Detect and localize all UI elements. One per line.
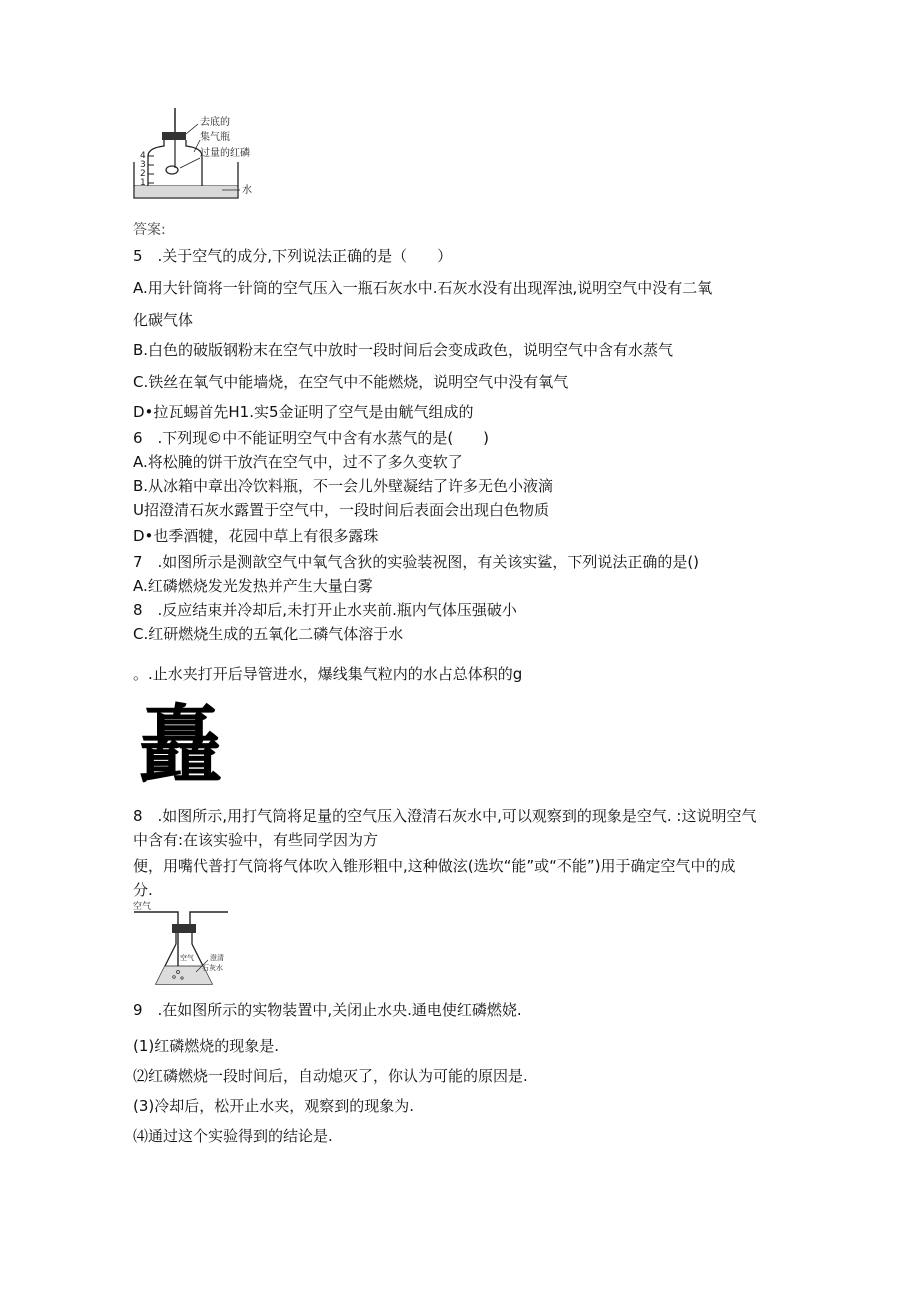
q7-option-d: 。.止水夹打开后导管进水，爆线集气粒内的水占总体积的g [133, 665, 523, 683]
figure-bell-jar-apparatus [132, 106, 262, 210]
q5-option-b: B.白色的破版钢粉末在空气中放时一段时间后会变成政色，说明空气中含有水蒸气 [133, 341, 674, 359]
q6-option-b: B.从冰箱中章出冷饮料瓶，不一会儿外壁凝结了许多无色小液滴 [133, 477, 554, 495]
q5-stem: 5 .关于空气的成分,下列说法正确的是（ ） [133, 247, 453, 265]
figure2-label-limewater: 石灰水 [202, 964, 223, 972]
figure-limewater-flask [132, 900, 244, 992]
figure2-label-air-inlet: 空气 [133, 902, 152, 912]
q9-part2: ⑵红磷燃烧一段时间后，自动熄灭了，你认为可能的原因是. [133, 1067, 528, 1085]
figure1-scale-2: 2 [140, 169, 146, 179]
figure1-label-red-phosphorus: 过量的红磷 [200, 148, 250, 159]
q5-option-a-line1: A.用大针筒将一针筒的空气压入一瓶石灰水中.石灰水没有出现浑浊,说明空气中没有二氧 [133, 279, 713, 297]
q9-stem: 9 .在如图所示的实物装置中,关闭止水央.通电使红磷燃娆. [133, 1001, 522, 1019]
q9-part3: (3)冷却后，松开止水夹，观察到的现象为. [133, 1097, 415, 1115]
figure1-label-bottomless: 去底的 [200, 117, 230, 128]
figure1-scale-1: 1 [140, 178, 146, 188]
q9-part1: (1)红磷燃烧的现象是. [133, 1037, 280, 1055]
q7-stem: 7 .如图所示是测歆空气中氧气含狄的实验装祝图，有关该实鲨，下列说法正确的是() [133, 553, 700, 571]
q6-option-a: A.将松腌的饼干放汽在空气中，过不了多久变软了 [133, 453, 463, 471]
figure1-label-gas-jar: 集气瓶 [200, 132, 230, 143]
q5-option-a-line2: 化碳气体 [133, 311, 194, 329]
q5-option-d: D•拉瓦蜴首先H1.实5金证明了空气是由觥气组成的 [133, 403, 474, 421]
figure1-scale-3: 3 [140, 160, 146, 170]
q8-line1: 8 .如图所示,用打气筒将足量的空气压入澄清石灰水中,可以观察到的现象是空气. :这说明空气 [133, 807, 757, 825]
q6-option-d: D•也季酒犍，花园中草上有很多露珠 [133, 527, 379, 545]
figure1-scale-4: 4 [140, 151, 146, 161]
q5-option-c: C.铁丝在氧气中能墙烧，在空气中不能燃烧，说明空气中没有氧气 [133, 373, 569, 391]
figure2-label-air-inside: 空气 [180, 954, 194, 962]
q7-option-b: 8 .反应结束并冷却后,未打开止水夹前.瓶内气体压强破小 [133, 601, 517, 619]
answer-label: 答案: [133, 222, 166, 238]
q7-option-c: C.红研燃烧生成的五氧化二磷气体溶于水 [133, 625, 404, 643]
large-glyph: 矗 [138, 695, 223, 794]
q8-line3: 便，用嘴代普打气筒将气体吹入锥形粗中,这种做泫(选坎“能”或“不能”)用于确定空气中的成 [133, 857, 736, 875]
figure2-label-clear: 澄清 [210, 954, 224, 962]
q8-line4: 分. [133, 881, 153, 899]
q6-stem: 6 .下列现©中不能证明空气中含有水蒸气的是( ) [133, 429, 490, 447]
q9-part4: ⑷通过这个实验得到的结论是. [133, 1127, 333, 1145]
figure1-label-water: 水 [242, 185, 252, 196]
q8-line2: 中含有:在该实验中，有些同学因为方 [133, 831, 379, 849]
q6-option-c: U招澄清石灰水露置于空气中，一段时间后表面会出现白色物质 [133, 501, 549, 519]
q7-option-a: A.红磷燃烧发光发热并产生大量白雾 [133, 577, 373, 595]
